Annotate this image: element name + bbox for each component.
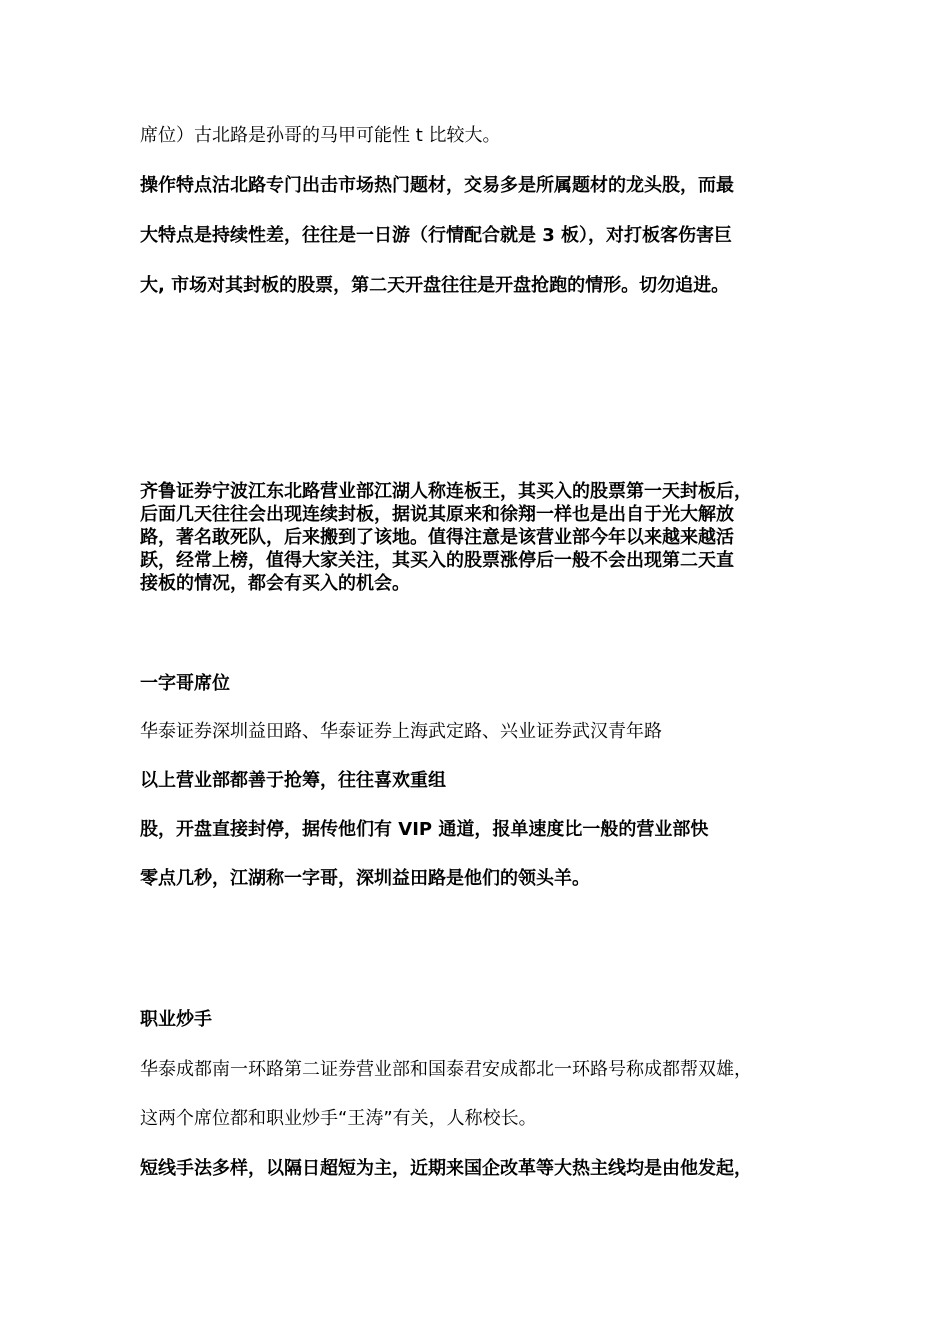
text-line: 跃，经常上榜，值得大家关注，其买入的股票涨停后一般不会出现第二天直 — [140, 550, 734, 571]
section-heading: 一字哥席位 — [140, 673, 230, 694]
text-line: 齐鲁证券宁波江东北路营业部江湖人称连板王，其买入的股票第一天封板后， — [140, 481, 752, 502]
text-line: 这两个席位都和职业炒手“王涛”有关，人称校长。 — [140, 1108, 537, 1129]
text-line: 华泰成都南一环路第二证券营业部和国泰君安成都北一环路号称成都帮双雄， — [140, 1059, 752, 1080]
text-line: 大, 市场对其封板的股票，第二天开盘往往是开盘抢跑的情形。切勿追进。 — [140, 275, 730, 296]
text-line: 以上营业部都善于抢筹，往往喜欢重组 — [140, 770, 446, 791]
text-line: 路，著名敢死队，后来搬到了该地。值得注意是该营业部今年以来越来越活 — [140, 527, 734, 548]
text-line: 接板的情况，都会有买入的机会。 — [140, 573, 410, 594]
text-line: 后面几天往往会出现连续封板，据说其原来和徐翔一样也是出自于光大解放 — [140, 504, 734, 525]
text-line: 大特点是持续性差，往往是一日游（行情配合就是 3 板），对打板客伤害巨 — [140, 225, 733, 246]
text-line: 零点几秒，江湖称一字哥，深圳益田路是他们的领头羊。 — [140, 868, 590, 889]
text-line: 席位）古北路是孙哥的马甲可能性 t 比较大。 — [140, 125, 501, 146]
text-line: 短线手法多样，以隔日超短为主，近期来国企改革等大热主线均是由他发起， — [140, 1158, 752, 1179]
text-line: 华泰证券深圳益田路、华泰证券上海武定路、兴业证券武汉青年路 — [140, 721, 662, 742]
text-line: 股，开盘直接封停，据传他们有 VIP 通道，报单速度比一般的营业部快 — [140, 819, 709, 840]
paragraph-lianban — [140, 480, 830, 595]
section-heading: 职业炒手 — [140, 1009, 212, 1030]
text-line: 操作特点沽北路专门出击市场热门题材，交易多是所属题材的龙头股，而最 — [140, 175, 734, 196]
